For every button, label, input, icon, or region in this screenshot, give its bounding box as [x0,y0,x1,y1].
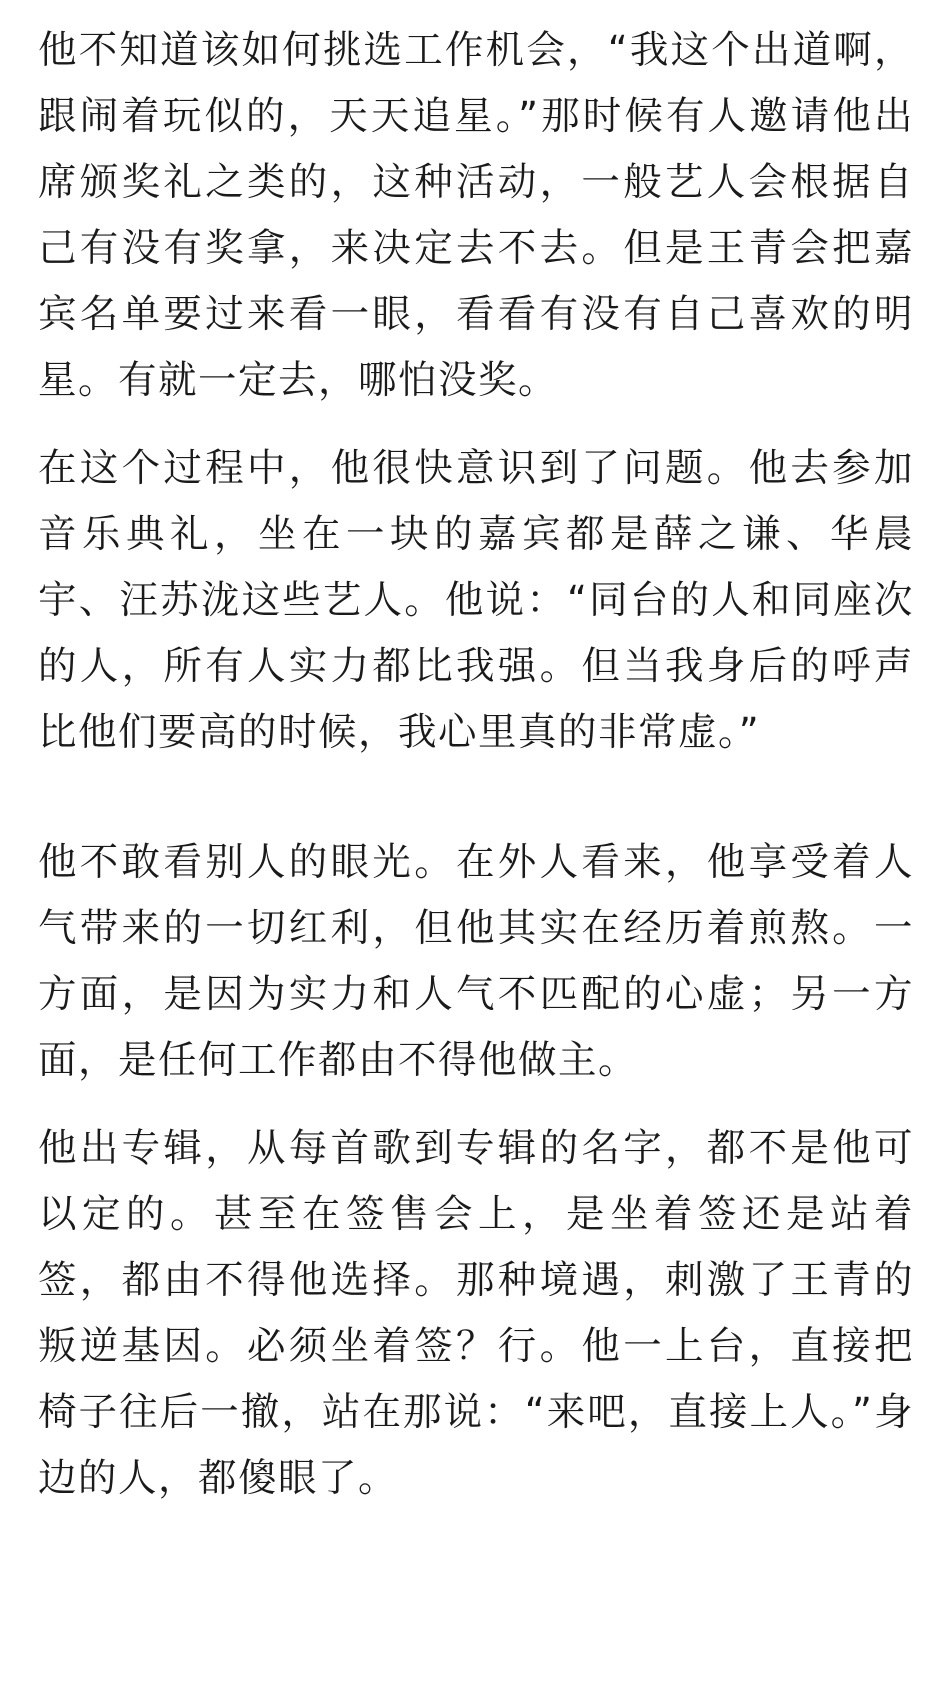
article-body [38,18,914,1512]
paragraph-3: 他不敢看别人的眼光。在外人看来，他享受着人气带来的一切红利，但他其实在经历着煎熬。一方面，是因为实力和人气不匹配的心虚；另一方面，是任何工作都由不得他做主。 [38,840,914,1083]
paragraph-4: 他出专辑，从每首歌到专辑的名字，都不是他可以定的。甚至在签售会上，是坐着签还是站着签，都由不得他选择。那种境遇，刺激了王青的叛逆基因。必须坐着签？行。他一上台，直接把椅子往后一撤，站在那说：“来吧，直接上人。”身边的人，都傻眼了。 [38,1126,914,1501]
paragraph-spacer [38,414,914,436]
paragraph-spacer [38,766,914,830]
paragraph-spacer [38,1094,914,1116]
paragraph-2: 在这个过程中，他很快意识到了问题。他去参加音乐典礼，坐在一块的嘉宾都是薛之谦、华晨宇、汪苏泷这些艺人。他说：“同台的人和同座次的人，所有人实力都比我强。但当我身后的呼声比他们要高的时候，我心里真的非常虚。” [38,446,914,755]
paragraph-1: 他不知道该如何挑选工作机会，“我这个出道啊，跟闹着玩似的，天天追星。”那时候有人邀请他出席颁奖礼之类的，这种活动，一般艺人会根据自己有没有奖拿，来决定去不去。但是王青会把嘉宾名单要过来看一眼，看看有没有自己喜欢的明星。有就一定去，哪怕没奖。 [38,28,914,403]
